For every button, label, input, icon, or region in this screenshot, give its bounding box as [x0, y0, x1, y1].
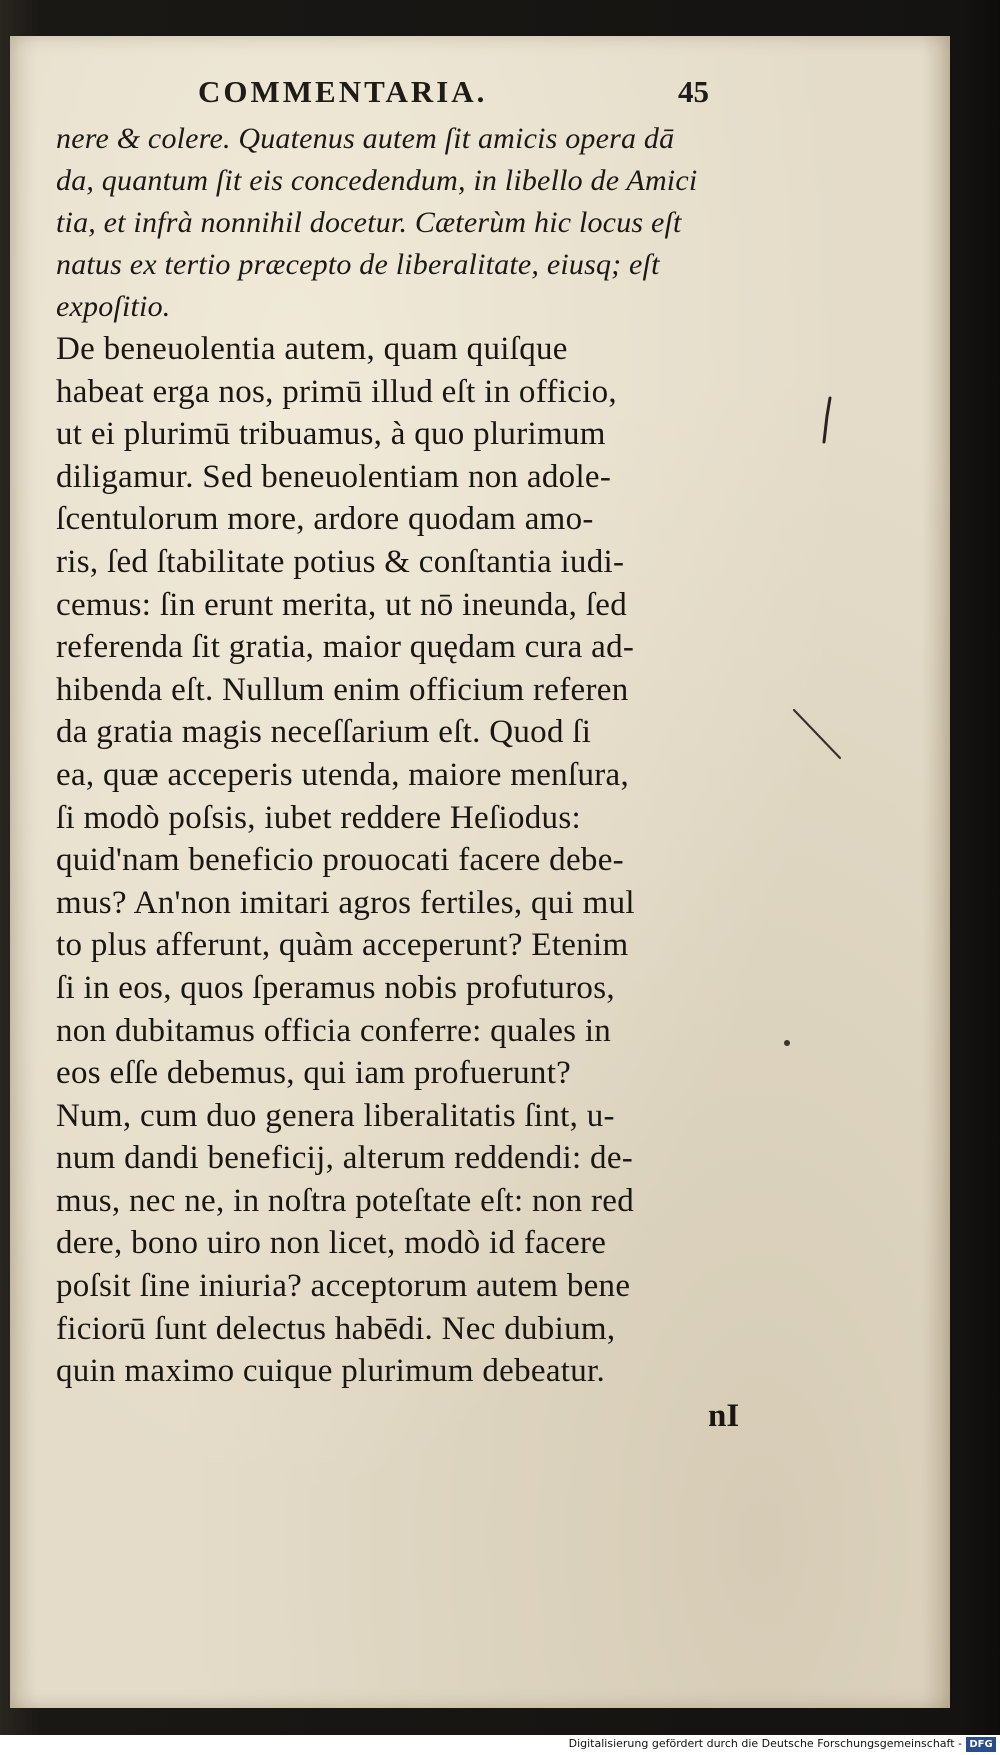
running-title: COMMENTARIA. [198, 74, 488, 109]
book-page [10, 36, 950, 1708]
text-line: ſi modò poſsis, iubet reddere Heſiodus: [56, 799, 581, 836]
page-number: 45 [678, 74, 709, 109]
catchword: nI [708, 1398, 740, 1434]
paper-mark [790, 706, 850, 766]
ink-speck [780, 1036, 794, 1050]
text-line: dere, bono uiro non licet, modò id facere [56, 1225, 607, 1262]
text-line: eos eſſe debemus, qui iam profuerunt? [56, 1055, 572, 1092]
text-line: mus? An'non imitari agros fertiles, qui mul [56, 884, 635, 921]
text-line: to plus afferunt, quàm acceperunt? Etenim [56, 927, 629, 964]
text-line: cemus: ſin erunt merita, ut nō ineunda, ſed [56, 586, 627, 623]
text-line: ut ei plurimū tribuamus, à quo plurimum [56, 416, 606, 453]
text-line: Num, cum duo genera liberalitatis ſint, u- [56, 1097, 615, 1134]
text-line: ea, quæ acceperis utenda, maiore menſura, [56, 756, 630, 793]
footer-bar [0, 1735, 1000, 1755]
ink-mark [818, 396, 838, 446]
commentary-italic-block [56, 118, 756, 328]
text-line: da gratia magis neceſſarium eſt. Quod ſi [56, 714, 592, 751]
page-header [10, 66, 950, 116]
text-line: ficiorū ſunt delectus habēdi. Nec dubium, [56, 1310, 616, 1347]
text-line: non dubitamus officia conferre: quales in [56, 1012, 612, 1049]
italic-line: expoſitio. [56, 290, 171, 323]
italic-line: nere & colere. Quatenus autem ſit amicis opera dā [56, 122, 675, 155]
text-line: num dandi beneficij, alterum reddendi: de- [56, 1140, 634, 1177]
text-line: poſsit ſine iniuria? acceptorum autem bene [56, 1268, 631, 1305]
footer-credit: Digitalisierung gefördert durch die Deutsche Forschungsgemeinschaft - [568, 1737, 962, 1750]
text-line: diligamur. Sed beneuolentiam non adole- [56, 458, 612, 495]
italic-line: da, quantum ſit eis concedendum, in libello de Amici [56, 164, 698, 197]
italic-line: tia, et infrà nonnihil docetur. Cæterùm hic locus eſt [56, 206, 682, 239]
text-line: hibenda eſt. Nullum enim officium referen [56, 671, 629, 708]
main-text-block [56, 328, 756, 1393]
text-line: quin maximo cuique plurimum debeatur. [56, 1353, 606, 1390]
text-line: referenda ſit gratia, maior quędam cura ad- [56, 629, 635, 666]
text-line: habeat erga nos, primū illud eſt in officio, [56, 373, 617, 410]
text-line: ſi in eos, quos ſperamus nobis profuturos, [56, 969, 615, 1006]
text-line: quid'nam beneficio prouocati facere debe- [56, 842, 624, 879]
text-line: ſcentulorum more, ardore quodam amo- [56, 501, 594, 538]
italic-line: natus ex tertio præcepto de liberalitate, eiusq; eſt [56, 248, 660, 281]
text-line: mus, nec ne, in noſtra poteſtate eſt: non red [56, 1182, 634, 1219]
text-line: ris, ſed ſtabilitate potius & conſtantia iudi- [56, 543, 625, 580]
text-line: De beneuolentia autem, quam quiſque [56, 331, 568, 367]
dfg-logo: DFG [966, 1737, 996, 1752]
